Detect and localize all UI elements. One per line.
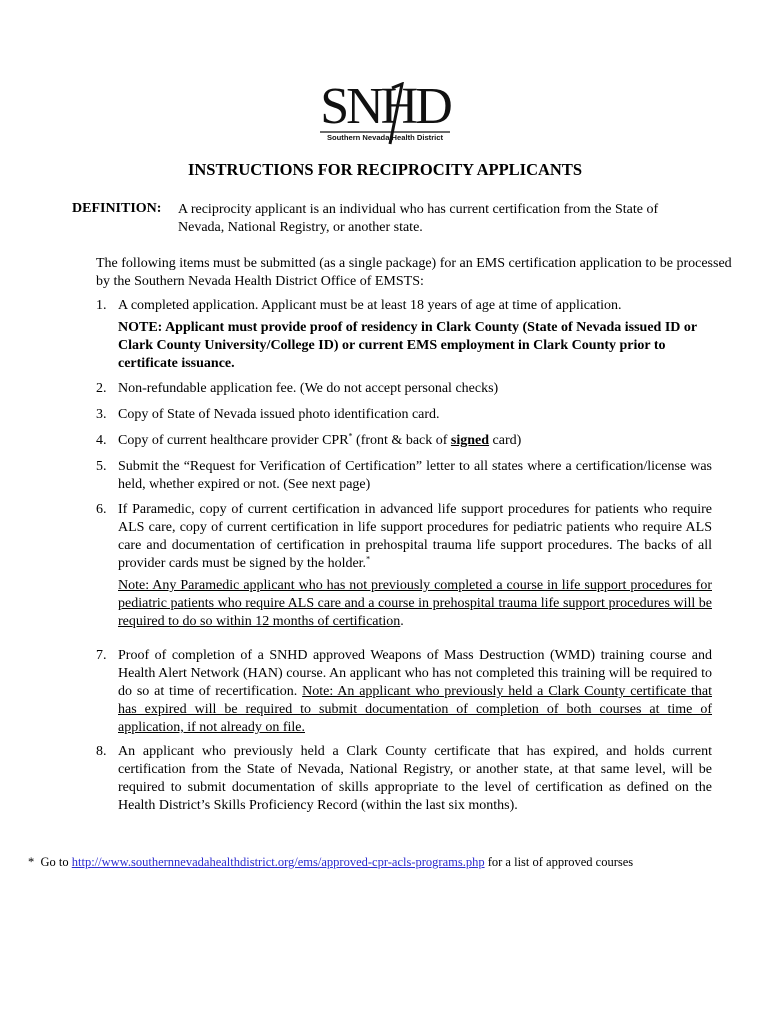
item-number: 8. bbox=[96, 744, 107, 759]
item-note-text: Note: An applicant who previously held a Clark County certificate that has expired will be required to submit documentation of completion of both courses at time of application, if not already on file. bbox=[118, 684, 712, 735]
approved-courses-link[interactable]: http://www.southernnevadahealthdistrict.org/ems/approved-cpr-acls-programs.php bbox=[71, 855, 485, 869]
list-item-7 bbox=[96, 647, 712, 737]
item-text-part: If Paramedic, copy of current certification in advanced life support procedures for patients who require ALS care, copy of current certification in life support procedures for pediatric patients who require ALS care and documentation of certification in prehospital trauma life support procedures. The backs of all provider cards must be signed by the holder. bbox=[118, 502, 712, 571]
item-text: An applicant who previously held a Clark County certificate that has expired, and holds current certification from the State of Nevada, National Registry, or another state, at that same level, will be required to submit documentation of skills appropriate to the level of certification as defined on the Health District’s Skills Proficiency Record (within the last six months). bbox=[118, 744, 712, 813]
definition-label: DEFINITION: bbox=[72, 201, 162, 216]
item-text bbox=[118, 432, 712, 450]
list-item-2 bbox=[96, 380, 712, 398]
footnote-marker: * bbox=[366, 554, 371, 564]
item-text: Non-refundable application fee. (We do not accept personal checks) bbox=[118, 381, 499, 396]
item-text-part: Copy of current healthcare provider CPR bbox=[118, 433, 349, 448]
item-number: 2. bbox=[96, 381, 107, 396]
list-item-6 bbox=[96, 501, 712, 631]
item-text: A completed application. Applicant must be at least 18 years of age at time of application. bbox=[118, 298, 622, 313]
emphasis-signed: signed bbox=[450, 433, 490, 448]
footnote-suffix: for a list of approved courses bbox=[487, 855, 634, 869]
snhd-logo bbox=[300, 78, 470, 152]
logo-subtitle: Southern Nevada Health District bbox=[326, 133, 444, 142]
item-text-part: Proof of completion of a SNHD approved Weapons of Mass Destruction (WMD) training course and Health Alert Network (HAN) course. An applicant who has not completed this training will be required to do so at time of recertification. bbox=[118, 648, 712, 699]
item-number: 1. bbox=[96, 298, 107, 313]
list-item-8 bbox=[96, 743, 712, 815]
footnote-marker: * bbox=[28, 855, 35, 869]
item-number: 6. bbox=[96, 502, 107, 517]
item-text bbox=[118, 647, 712, 737]
footnote bbox=[28, 855, 758, 870]
footnote-prefix: Go to bbox=[40, 855, 69, 869]
item-number: 5. bbox=[96, 459, 107, 474]
item-note-text: Note: Any Paramedic applicant who has not previously completed a course in life support procedures for pediatric patients who require ALS care and a course in prehospital trauma life support procedures will be required to do so within 12 months of certification bbox=[118, 578, 712, 629]
item-text bbox=[118, 501, 712, 573]
item-note: NOTE: Applicant must provide proof of residency in Clark County (State of Nevada issued ID or Clark County University/College ID) or current EMS employment in Clark County prior to certificate issuance. bbox=[118, 320, 697, 371]
item-text: Submit the “Request for Verification of Certification” letter to all states where a certification/license was held, whether expired or not. (See next page) bbox=[118, 459, 712, 492]
page-title: INSTRUCTIONS FOR RECIPROCITY APPLICANTS bbox=[187, 160, 583, 179]
item-number: 4. bbox=[96, 433, 107, 448]
list-item-3 bbox=[96, 406, 712, 424]
list-item-1 bbox=[96, 297, 712, 373]
footnote-marker: * bbox=[348, 431, 353, 441]
definition-text: A reciprocity applicant is an individual who has current certification from the State of Nevada, National Registry, or another state. bbox=[178, 202, 659, 235]
logo-text: SNHD bbox=[320, 78, 450, 135]
list-item-4 bbox=[96, 432, 712, 450]
item-number: 7. bbox=[96, 648, 107, 663]
item-text: Copy of State of Nevada issued photo identification card. bbox=[118, 407, 440, 422]
item-text-part: card) bbox=[489, 433, 522, 448]
item-text-part: (front & back of bbox=[352, 433, 451, 448]
list-item-5 bbox=[96, 458, 712, 494]
item-number: 3. bbox=[96, 407, 107, 422]
intro-paragraph: The following items must be submitted (as a single package) for an EMS certification application to be processed by the Southern Nevada Health District Office of EMSTS: bbox=[96, 256, 732, 289]
item-note: Note: Any Paramedic applicant who has not previously completed a course in life support procedures for pediatric patients who require ALS care and a course in prehospital trauma life support procedures will be required to do so within 12 months of certification. bbox=[118, 578, 712, 629]
